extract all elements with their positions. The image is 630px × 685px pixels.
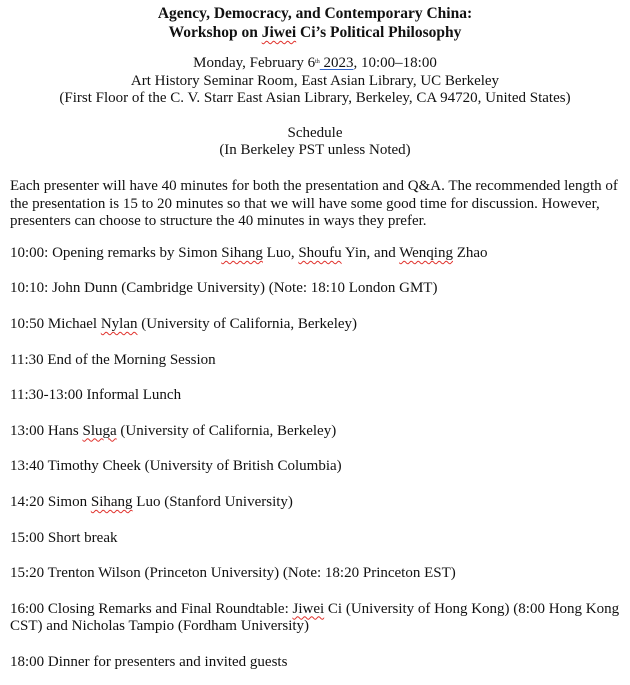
schedule-item-opening: 10:00: Opening remarks by Simon Sihang Luo, Shoufu Yin, and Wenqing Zhao	[10, 244, 488, 261]
schedule-item-roundtable: 16:00 Closing Remarks and Final Roundtable: Jiwei Ci (University of Hong Kong) (8:00 Hong Kong CST) and Nicholas Tampio (Fordham University)	[10, 600, 620, 635]
schedule-heading	[10, 125, 620, 160]
schedule-list	[10, 245, 620, 672]
event-address: (First Floor of the C. V. Starr East Asian Library, Berkeley, CA 94720, United States)	[59, 90, 571, 107]
date-day: Monday, February 6	[193, 55, 316, 71]
title-name-jiwei: Jiwei	[261, 24, 297, 41]
schedule-item-dunn: 10:10: John Dunn (Cambridge University) (Note: 18:10 London GMT)	[10, 280, 438, 297]
schedule-item-cheek: 13:40 Timothy Cheek (University of British Columbia)	[10, 458, 342, 475]
schedule-item-nylan: 10:50 Michael Nylan (University of California, Berkeley)	[10, 315, 358, 332]
document-title	[10, 4, 620, 42]
date-time: , 10:00–18:00	[353, 55, 437, 71]
title-line-1: Agency, Democracy, and Contemporary China:	[157, 5, 473, 22]
title-line-2	[10, 23, 620, 42]
schedule-timezone-note: (In Berkeley PST unless Noted)	[219, 142, 411, 159]
schedule-item-dinner: 18:00 Dinner for presenters and invited guests	[10, 653, 288, 670]
event-details	[10, 55, 620, 108]
schedule-item-lunch: 11:30-13:00 Informal Lunch	[10, 387, 182, 404]
schedule-item-luo: 14:20 Simon Sihang Luo (Stanford University)	[10, 493, 293, 510]
event-venue: Art History Seminar Room, East Asian Library, UC Berkeley	[130, 72, 500, 89]
schedule-item-sluga: 13:00 Hans Sluga (University of California, Berkeley)	[10, 422, 337, 439]
title-line-2-post: Ci’s Political Philosophy	[296, 24, 462, 41]
intro-paragraph: Each presenter will have 40 minutes for both the presentation and Q&A. The recommended length of the presentation is 15 to 20 minutes so that we will have some good time for discussion. However, presenters can choose to structure the 40 minutes in ways they prefer.	[10, 177, 618, 230]
title-line-2-pre: Workshop on	[168, 24, 262, 41]
schedule-item-break: 15:00 Short break	[10, 529, 118, 546]
event-date	[10, 55, 620, 73]
schedule-item-wilson: 15:20 Trenton Wilson (Princeton University) (Note: 18:20 Princeton EST)	[10, 565, 456, 582]
date-year: 2023	[319, 55, 354, 71]
date-suffix: th	[315, 59, 320, 65]
schedule-item-morning-end: 11:30 End of the Morning Session	[10, 351, 216, 368]
schedule-title: Schedule	[287, 124, 343, 141]
